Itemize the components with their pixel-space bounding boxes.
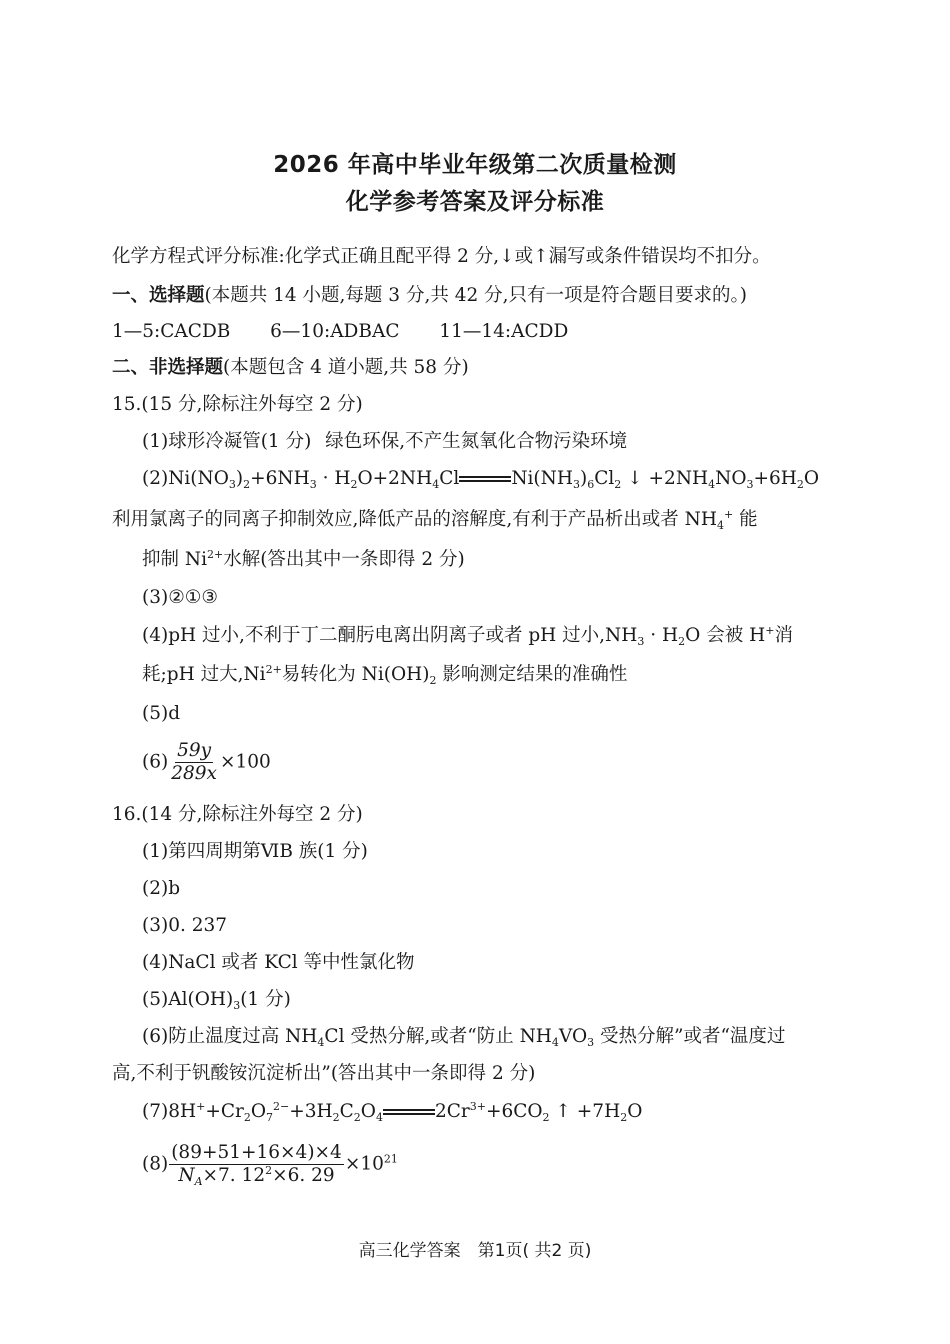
page-footer: 高三化学答案 第1页( 共2 页) — [358, 1241, 592, 1261]
q15-part6: (6) $\frac{59y}{289x}$ ×100 — [142, 740, 271, 784]
q16-part3: (3)0. 237 — [142, 915, 228, 936]
q16-part8-fraction: $\frac{(89+51+16\times 4)\times 4}{N_A\times 7. 12^2\times 6. 29}$ — [171, 1142, 342, 1188]
page-subtitle: 化学参考答案及评分标准 — [345, 189, 605, 215]
q16-part7-equation: $(7)8H^++Cr_2O_7^{2-}+3H_2C_2O_4$ $2Cr^{3+}+6CO_2$ ↑ $+7H_2O$ — [142, 1100, 643, 1124]
choice-answers-1-5: 1—5:CACDB — [112, 321, 231, 342]
q15-part1-answer-a: (1)球形冷凝管(1 分) — [142, 431, 312, 452]
q15-part4-line2: 耗;pH 过大$,Ni^{2+}$易转化为 $Ni(OH)_2$ 影响测定结果的准确性 — [142, 663, 628, 687]
q15-part4-line1: (4)pH 过小,不利于丁二酮肟电离出阴离子或者 pH 过小$,NH_3 \cdot H_2O$ 会被 H+消 — [142, 624, 793, 648]
section1-heading: 一、选择题 — [112, 285, 205, 306]
q16-heading: 16.(14 分,除标注外每空 2 分) — [112, 804, 363, 825]
q15-part3: (3)②①③ — [142, 587, 218, 608]
section2-line — [112, 356, 469, 380]
choice-answers-6-10: 6—10:ADBAC — [270, 321, 400, 342]
q15-heading: 15.(15 分,除标注外每空 2 分) — [112, 394, 363, 415]
q16-part4: (4)NaCl 或者 KCl 等中性氯化物 — [142, 952, 415, 973]
choice-answers-11-14: 11—14:ACDD — [439, 321, 569, 342]
q16-part5: $(5)Al(OH)_3(1$ 分) — [142, 989, 291, 1012]
section1-desc: (本题共 14 小题,每题 3 分,共 42 分,只有一项是符合题目要求的。) — [204, 285, 747, 306]
q15-part1-answer-b: 绿色环保,不产生氮氧化合物污染环境 — [325, 431, 628, 452]
page-title: 2026 年高中毕业年级第二次质量检测 — [273, 152, 677, 178]
q15-part2-equation: $(2)Ni(NO_3)_2+6NH_3 \cdot H_2O+2NH_4Cl$ $Ni(NH_3)_6Cl_2$ ↓ $+2NH_4NO_3+6H_2O$ — [142, 468, 820, 491]
q15-part1 — [142, 430, 627, 454]
q16-part8: (8) $\frac{(89+51+16\times 4)\times 4}{N_A\times 7. 12^2\times 6. 29}$ $\times 10^{21}$ — [142, 1142, 398, 1188]
q16-part1: (1)第四周期第ⅥB 族(1 分) — [142, 841, 368, 862]
equals-sign — [459, 474, 511, 484]
section1-line — [112, 284, 747, 308]
scoring-rule: 化学方程式评分标准:化学式正确且配平得 2 分,↓或↑漏写或条件错误均不扣分。 — [112, 246, 771, 267]
section2-heading: 二、非选择题 — [112, 357, 224, 378]
choice-answers — [112, 320, 568, 344]
q16-part6-line2: 高,不利于钒酸铵沉淀析出”(答出其中一条即得 2 分) — [112, 1063, 536, 1084]
equals-sign — [383, 1107, 435, 1117]
q16-part2: (2)b — [142, 878, 181, 899]
q15-part2-text-line2: 抑制 $Ni^{2+}$水解(答出其中一条即得 2 分) — [142, 548, 465, 570]
q15-part5: (5)d — [142, 703, 181, 724]
q16-part6-line1: (6)防止温度过高 $NH_4Cl$ 受热分解,或者“防止 $NH_4VO_3$ 受热分解”或者“温度过 — [142, 1026, 786, 1049]
section2-desc: (本题包含 4 道小题,共 58 分) — [223, 357, 469, 378]
q15-part6-fraction: $\frac{59y}{289x}$ — [171, 740, 217, 784]
q15-part2-text-line1: 利用氯离子的同离子抑制效应,降低产品的溶解度,有利于产品析出或者 $NH_4^+$ 能 — [112, 508, 758, 532]
